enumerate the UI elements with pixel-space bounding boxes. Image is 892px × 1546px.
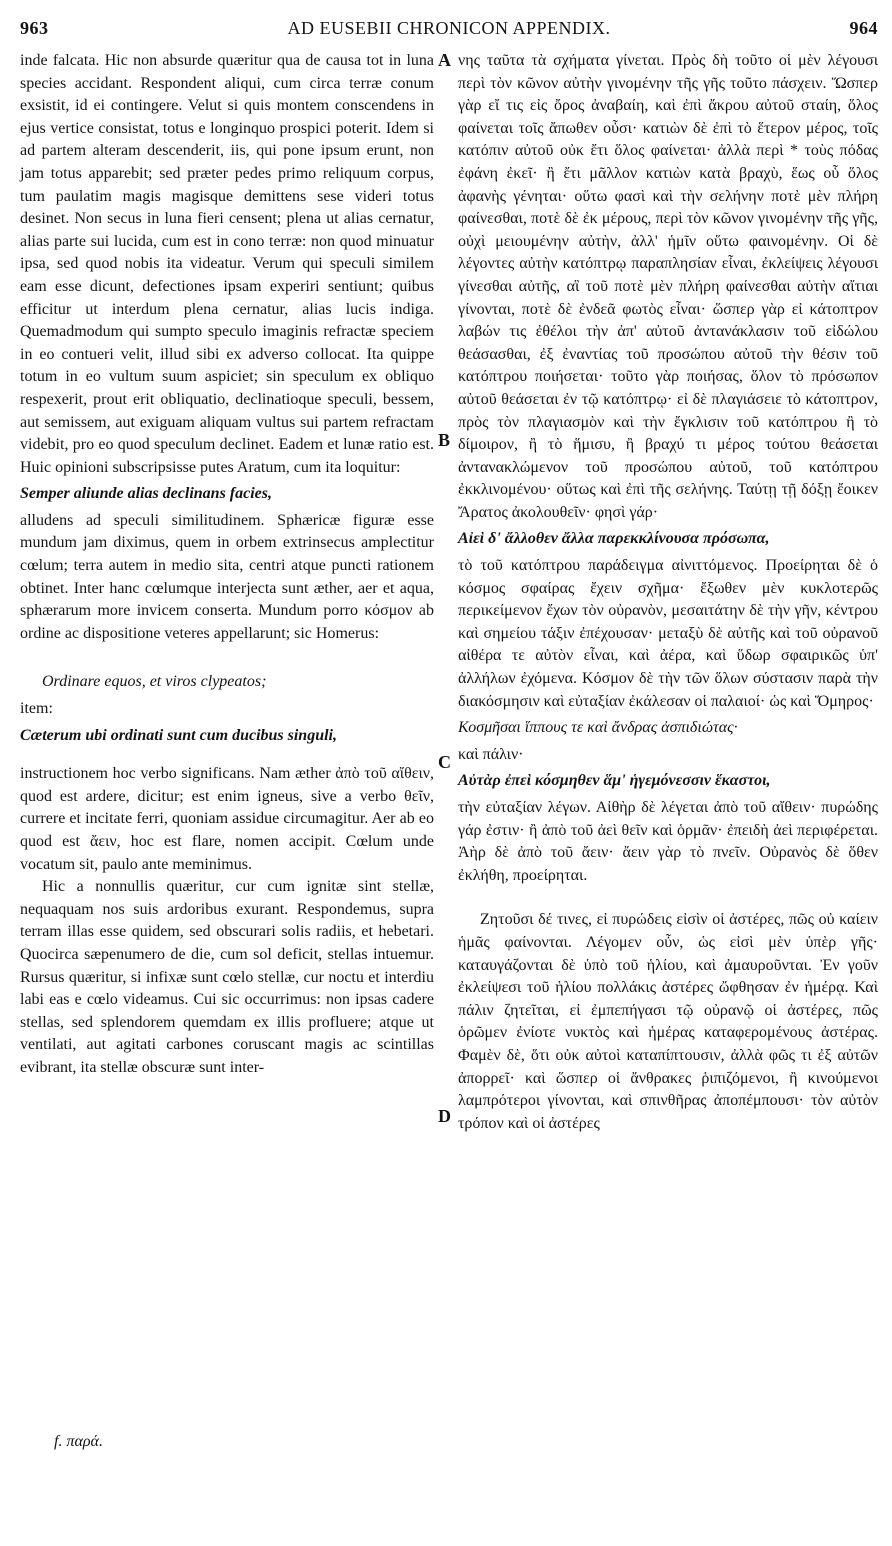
latin-paragraph: instructionem hoc verbo significans. Nam æther ἀπὸ τοῦ αἴθειν, quod est ardere, dicitur; est enim igneus, sive a verbo θεῖν, currere et incitate ferri, quoniam assidue circumagitur. Aer ab eo quod est ἄειν, hoc est flare, nomen accipit. Cœlum unde vocatum sit, paulo ante meminimus.: [20, 765, 434, 873]
latin-column: [20, 50, 434, 1080]
running-header: [20, 18, 878, 44]
running-title: AD EUSEBII CHRONICON APPENDIX.: [287, 18, 611, 38]
latin-verse: Ordinare equos, et viros clypeatos;: [42, 673, 267, 691]
page-number-left: 963: [20, 18, 49, 38]
margin-marker-c: C: [438, 752, 451, 772]
latin-verse: Cæterum ubi ordinati sunt cum ducibus singuli,: [20, 726, 337, 744]
margin-marker-b: B: [438, 430, 451, 450]
margin-marker-d: D: [438, 1106, 451, 1126]
greek-text: καὶ πάλιν·: [458, 745, 524, 763]
greek-column: [458, 50, 878, 1135]
greek-verse: Αἰεὶ δ' ἄλλοθεν ἄλλα παρεκκλίνουσα πρόσωπα,: [458, 530, 770, 548]
greek-verse: Αὐτὰρ ἐπεὶ κόσμηθεν ἅμ' ἡγεμόνεσσιν ἕκαστοι,: [458, 772, 771, 790]
margin-marker-a: A: [438, 50, 451, 70]
greek-paragraph: νης ταῦτα τὰ σχήματα γίνεται. Πρὸς δὴ τοῦτο οἱ μὲν λέγουσι περὶ τὸν κῶνον αὐτὴν γινομένην τῆς γῆς τοῦτο πάσχειν. Ὥσπερ γὰρ εἴ τις εἰς ὄρος ἀναβαίη, καὶ ἐπὶ ἄκρου αὐτοῦ σταίη, ὅλος φαίνεται τοῖς ἄπωθεν οὖσι· κατιὼν δὲ ἐπὶ τὸ ἕτερον μέρος, τοῖς κατόπιν αὐτοῦ οὐκ ἔτι ὅλος φαίνεται· ἀλλὰ περὶ * τοὺς πόδας ἐφάνη ἐκεῖ· ἢ ἔτι μᾶλλον κατιὼν κατὰ βραχὺ, ἕως οὗ ὅλος ἀφανὴς γένηται· οὕτω φασὶ καὶ τὴν σελήνην ποτὲ μὲν πλήρη φαίνεσθαι, ποτὲ δὲ ἐκ μέρους, περὶ τὸν κῶνον γινομένην τῆς γῆς, οὐχὶ μειουμένην αὐτὴν, ἀλλ' ἡμῖν οὕτω φαινομένην. Οἱ δὲ λέγοντες αὐτὴν κατόπτρῳ παραπλησίαν εἶναι, ἐκλείψεις λέγουσι γίνεσθαι αὐτῆς, αἳ τοῦ ποτὲ μὲν πλήρη φαίνεσθαι αὐτὴν αἴτιαι γίνονται, ποτὲ δὲ ἐνδεᾶ φωτὸς εἶναι· ὥσπερ γὰρ εἰ κάτοπτρον λαβών τις ἐθέλοι τὴν ἀπ' αὐτοῦ ἀντανάκλασιν τοῦ εἰδώλου θεάσασθαι, ἐξ ἐναντίας τοῦ προσώπου αὐτοῦ τὴν θέσιν τοῦ κατόπτρου ποιήσεται· τοῦτο γὰρ ποιήσας, ὅλον τὸ πρόσωπον αὐτοῦ θεάσεται ἐν τῷ κατόπτρῳ· εἰ δὲ πλαγιάσειε τὸ κάτοπτρον, πρὸς τὸν πλαγιασμὸν καὶ τὴν ἔγκλισιν τοῦ κατόπτρου ἢ τὸ δίμοιρον, ἢ τὸ ἥμισυ, ἢ βραχύ τι μέρος τούτου θεάσεται ἀντανακλώμενον τοῦ προσώπου αὐτοῦ, τοῦ κατόπτρου ἐκκλινομένου· οὕτως καὶ ἐπὶ τῆς σελήνης. Ταύτῃ τῇ δόξῃ ἔοικεν Ἄρατος ἀκολουθεῖν· φησὶ γάρ·: [458, 52, 878, 521]
greek-paragraph: Ζητοῦσι δέ τινες, εἰ πυρώδεις εἰσὶν οἱ ἀστέρες, πῶς οὐ καίειν ἡμᾶς φαίνονται. Λέγομεν οὖν, ὡς εἰσὶ μὲν ὑπὲρ γῆς· καταυγάζονται δὲ ὑπὸ τοῦ ἡλίου, καὶ ἀμαυροῦνται. Ἐν γοῦν ἐκλείψεσι τοῦ ἡλίου πολλάκις ἀστέρες ὤφθησαν ἐν ἡμέρᾳ. Καὶ πάλιν ζητεῖται, εἰ ἐμπεπήγασι τῷ οὐρανῷ οἱ ἀστέρες, πῶς ὁρῶμεν ἐνίοτε νυκτὸς καὶ ἡμέρας καταφερομένους ἀστέρας. Φαμὲν δὲ, ὅτι οὐκ αὐτοὶ καταπίπτουσιν, ἀλλὰ φῶς τι ἐξ αὐτῶν ἀπορρεῖ· καὶ ὥσπερ οἱ ἄνθρακες ῥιπιζόμενοι, ἢ κινούμενοι λαμπρότεροι γίνονται, καὶ σπινθῆρας ἀποπέμπουσι· τὸν αὐτὸν τρόπον καὶ οἱ ἀστέρες: [458, 911, 878, 1132]
greek-paragraph: τὴν εὐταξίαν λέγων. Αἰθὴρ δὲ λέγεται ἀπὸ τοῦ αἴθειν· πυρώδης γάρ ἐστιν· ἢ ἀπὸ τοῦ ἀεὶ θεῖν καὶ ὁρμᾶν· ἐπειδὴ ἀεὶ περιφέρεται. Ἀὴρ δὲ ἀπὸ τοῦ ἄειν· ἄειν γὰρ τὸ πνεῖν. Οὐρανὸς δὲ ὅθεν ἐκλήθη, προείρηται.: [458, 799, 878, 884]
greek-verse: Κοσμῆσαι ἵππους τε καὶ ἄνδρας ἀσπιδιώτας·: [458, 719, 738, 737]
latin-text: item:: [20, 700, 53, 718]
greek-paragraph: τὸ τοῦ κατόπτρου παράδειγμα αἰνιττόμενος. Προείρηται δὲ ὁ κόσμος σφαίρας ἔχειν σχῆμα· ἔξωθεν μὲν κυκλοτερῶς περικείμενον ἔχων τὸν οὐρανὸν, μεσαιτάτην δὲ τὴν γῆν, κέντρου καὶ σημείου τάξιν ἐπέχουσαν· μεταξὺ δὲ αὐτῆς καὶ τοῦ οὐρανοῦ αἰθέρα τε αὐτὸν εἶναι, καὶ ἀέρα, καὶ ὕδωρ σφαιρικῶς ὑπ' ἀλλήλων ἐχόμενα. Κόσμον δὲ τὴν τῶν ὅλων σύστασιν παρὰ τὴν διακόσμησιν καὶ εὐταξίαν ἐκάλεσαν οἱ παλαιοί· ὡς καὶ Ὅμηρος·: [458, 557, 878, 710]
latin-paragraph: inde falcata. Hic non absurde quæritur qua de causa tot in luna species accidant. Respondent aliqui, cum circa terræ conum exsistit, id ei contingere. Velut si quis montem conscendens in ejus vertice consistat, totus e longinquo prospici poterit. Idem si ad partem alteram descenderit, iis, qui pone ipsum erunt, non jam totus apparebit; sed præter pedes primo reliquum corpus, tum paulatim magis magisque demittens sese videri totus desinet. Non secus in luna fieri censent; plena ut alias cernatur, alias parte sui lucida, cum est in cono terræ: non quod minuatur ipsa, sed quod nobis ita videatur. Verum qui speculi similem eam esse dicunt, defectiones ipsam experiri sentiunt; quibus efficitur ut interdum plena cernatur, alias lucis indiga. Quemadmodum qui sumpto speculo imaginis refractæ speciem in eo contueri velit, illud sibi ex adverso collocat. Ita quippe totum in eo vultum suum aspiciet; sin speculum ex obliquo respexerit, prout erit obliquatio, declinatioque speculi, bessem, aut semissem, aut exiguam aliquam vultus sui partem refractam videbit, pro eo quod speculum declinet. Eadem et lunæ ratio est. Huic opinioni subscripsisse putes Aratum, cum ita loquitur:: [20, 52, 434, 476]
latin-paragraph: alludens ad speculi similitudinem. Sphæricæ figuræ esse mundum jam diximus, quem in orbem extrinsecus amplectitur cœlum; terra autem in medio sita, centri atque puncti rationem obtinet. Inter hanc cœlumque interjecta sunt æther, aer et aqua, sphærarum more invicem conserta. Mundum porro κόσμον ab ordine ac dispositione veteres appellarunt; sic Homerus:: [20, 511, 434, 642]
latin-paragraph: Hic a nonnullis quæritur, cur cum ignitæ sint stellæ, nequaquam nos suis ardoribus exurant. Respondemus, supra terram illas esse quidem, sed obscurari solis radiis, et hebetari. Quocirca sæpenumero de die, cum sol deficit, stellas intuemur. Rursus quæritur, si infixæ sunt cœlo stellæ, cur noctu et interdiu labi eas e cœlo videamus. Cui sic occurrimus: non ipsas cadere stellas, sed splendorem quemdam ex illis profluere; atque ut ventilati, aut agitati carbones coruscant magis ac scintillas evibrant, ita stellæ obscuræ sunt inter-: [20, 878, 434, 1076]
page-number-right: 964: [849, 18, 878, 38]
latin-verse: Semper aliunde alias declinans facies,: [20, 485, 272, 503]
footnote: f. παρά.: [54, 1433, 103, 1450]
